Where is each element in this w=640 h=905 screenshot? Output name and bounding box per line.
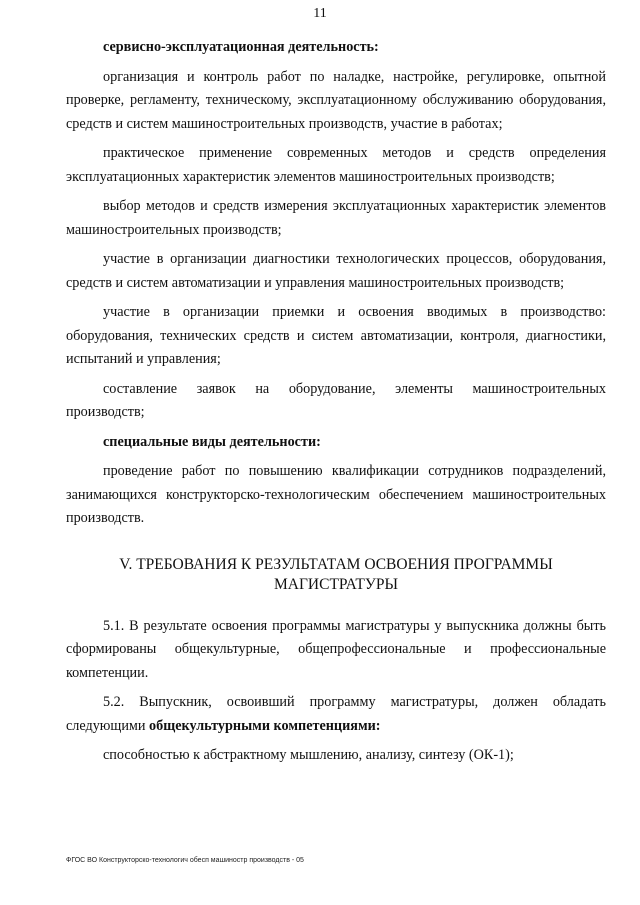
competence-ok-1: способностью к абстрактному мышлению, анализу, синтезу (ОК-1); <box>103 747 514 763</box>
paragraph-5-2-bold: общекультурными компетенциями: <box>149 717 381 734</box>
section-title: V. ТРЕБОВАНИЯ К РЕЗУЛЬТАТАМ ОСВОЕНИЯ ПРОГРАММЫ МАГИСТРАТУРЫ <box>119 555 553 593</box>
paragraph: участие в организации приемки и освоения вводимых в производство: оборудования, технических средств и систем автоматизации, контроля, диагностики, испытаний и управления; <box>66 304 606 367</box>
paragraph: составление заявок на оборудование, элементы машиностроительных производств; <box>66 380 606 420</box>
paragraph: проведение работ по повышению квалификации сотрудников подразделений, занимающихся конструкторско-технологическим обеспечением машиностроительных производств. <box>66 463 606 526</box>
footer: ФГОС ВО Конструкторско-технологич обесп машиностр производств - 05 <box>66 857 304 864</box>
paragraph: выбор методов и средств измерения эксплуатационных характеристик элементов машиностроительных производств; <box>66 198 606 238</box>
page-number: 11 <box>313 6 327 21</box>
paragraph: организация и контроль работ по наладке, настройке, регулировке, опытной проверке, регламенту, техническому, эксплуатационному обслуживанию оборудования, средств и систем машиностроительных производств, участие в работах; <box>66 68 606 132</box>
paragraph-5-2-text: 5.2. Выпускник, освоивший программу магистратуры, должен обладать следующими <box>66 694 606 734</box>
paragraph: участие в организации диагностики технологических процессов, оборудования, средств и систем автоматизации и управления машиностроительных производств; <box>66 251 606 291</box>
paragraph-5-1: 5.1. В результате освоения программы магистратуры у выпускника должны быть сформированы общекультурные, общепрофессиональные и профессиональные компетенции. <box>66 617 606 681</box>
activity-heading-service: сервисно-эксплуатационная деятельность: <box>103 39 379 55</box>
document-body <box>66 36 606 774</box>
paragraph: практическое применение современных методов и средств определения эксплуатационных характеристик элементов машиностроительных производств; <box>66 145 606 185</box>
activity-heading-special: специальные виды деятельности: <box>103 433 321 450</box>
paragraph-5-2 <box>66 691 606 738</box>
